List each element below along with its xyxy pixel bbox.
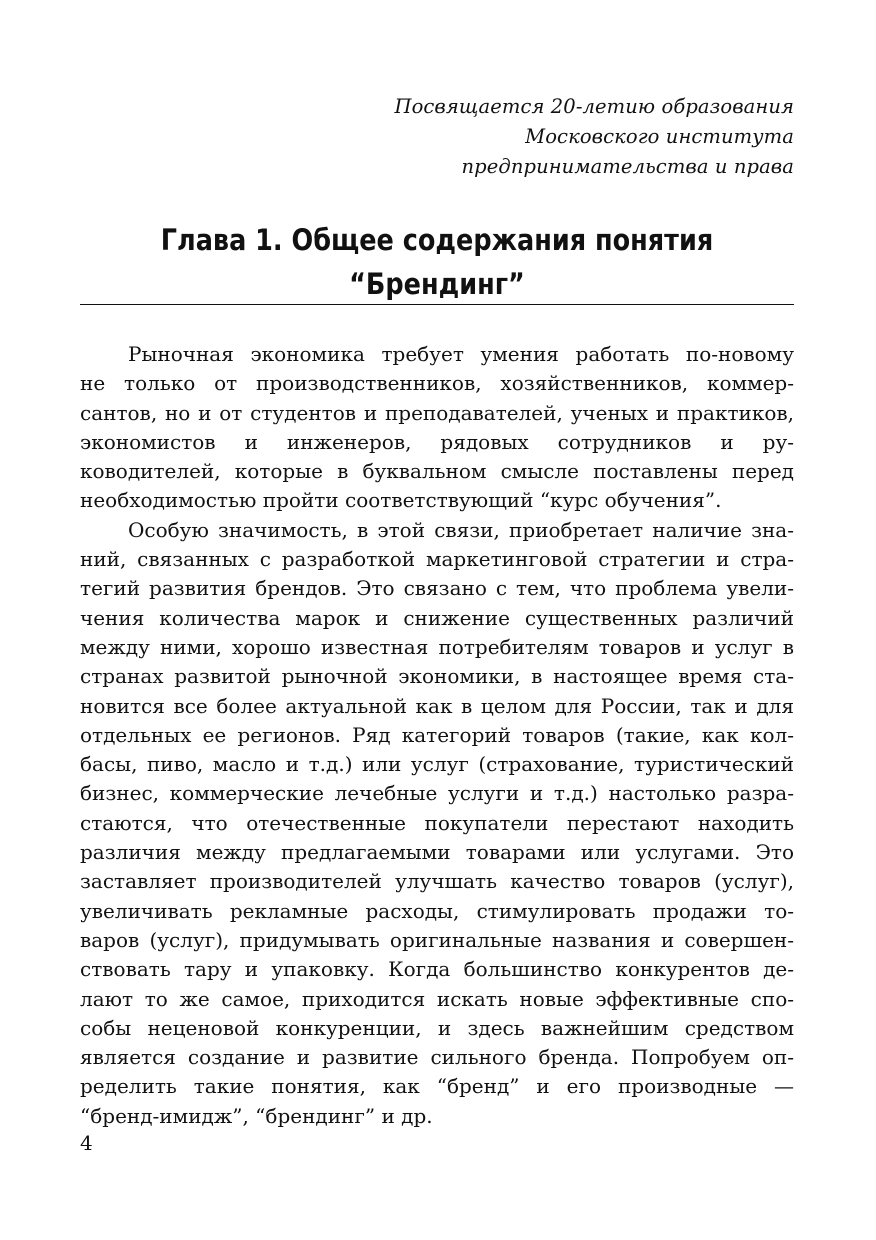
dedication xyxy=(394,92,794,182)
text-line: собы неценовой конкуренции, и здесь важнейшим средством xyxy=(80,1015,794,1040)
text-line: варов (услуг), придумывать оригинальные названия и совершен- xyxy=(80,927,794,952)
text-line: чения количества марок и снижение существенных различий xyxy=(80,605,794,630)
text-line: Рыночная экономика требует умения работать по-новому xyxy=(128,342,794,366)
text-line: экономистов и инженеров, рядовых сотрудников и ру- xyxy=(80,429,794,454)
book-page xyxy=(80,0,794,1240)
text-line: отдельных ее регионов. Ряд категорий товаров (такие, как кол- xyxy=(80,722,794,747)
title-divider xyxy=(80,304,794,305)
text-line: является создание и развитие сильного бренда. Попробуем оп- xyxy=(80,1045,794,1070)
text-line: басы, пиво, масло и т.д.) или услуг (страхование, туристический xyxy=(80,752,794,777)
text-line: между ними, хорошо известная потребителям товаров и услуг в xyxy=(80,634,794,659)
text-line: ний, связанных с разработкой маркетинговой стратегии и стра- xyxy=(80,547,794,572)
paragraph-1 xyxy=(80,340,794,516)
text-line: “бренд-имидж”, “брендинг” и др. xyxy=(80,1103,433,1128)
text-line: необходимостью пройти соответствующий “курс обучения”. xyxy=(80,488,722,513)
body-text xyxy=(80,340,794,1131)
text-line: ствовать тару и упаковку. Когда большинство конкурентов де- xyxy=(80,957,794,982)
chapter-title-line-1: Глава 1. Общее содержания понятия xyxy=(160,223,714,257)
chapter-title-line-2: “Брендинг” xyxy=(349,267,525,301)
text-line: ководителей, которые в буквальном смысле поставлены перед xyxy=(80,459,794,484)
text-line: сантов, но и от студентов и преподавателей, ученых и практиков, xyxy=(80,400,794,425)
text-line: бизнес, коммерческие лечебные услуги и т.д.) настолько разра- xyxy=(80,781,794,806)
text-line: Особую значимость, в этой связи, приобретает наличие зна- xyxy=(128,517,794,542)
page-number: 4 xyxy=(80,1131,93,1155)
text-line: ределить такие понятия, как “бренд” и его производные — xyxy=(80,1074,794,1099)
text-line: заставляет производителей улучшать качество товаров (услуг), xyxy=(80,869,794,894)
text-line: лают то же самое, приходится искать новые эффективные спо- xyxy=(80,986,794,1011)
dedication-line-2: Московского института xyxy=(525,125,794,148)
text-line: увеличивать рекламные расходы, стимулировать продажи то- xyxy=(80,898,794,923)
text-line: новится все более актуальной как в целом для России, так и для xyxy=(80,693,794,718)
text-line: странах развитой рыночной экономики, в настоящее время ста- xyxy=(80,664,794,689)
dedication-line-3: предпринимательства и права xyxy=(461,155,794,178)
dedication-line-1: Посвящается 20-летию образования xyxy=(394,95,794,118)
text-line: тегий развития брендов. Это связано с тем, что проблема увели- xyxy=(80,576,794,601)
chapter-title xyxy=(123,218,751,306)
paragraph-2 xyxy=(80,516,794,1131)
text-line: различия между предлагаемыми товарами или услугами. Это xyxy=(80,840,794,865)
text-line: стаются, что отечественные покупатели перестают находить xyxy=(80,810,794,835)
text-line: не только от производственников, хозяйственников, коммер- xyxy=(80,371,794,396)
